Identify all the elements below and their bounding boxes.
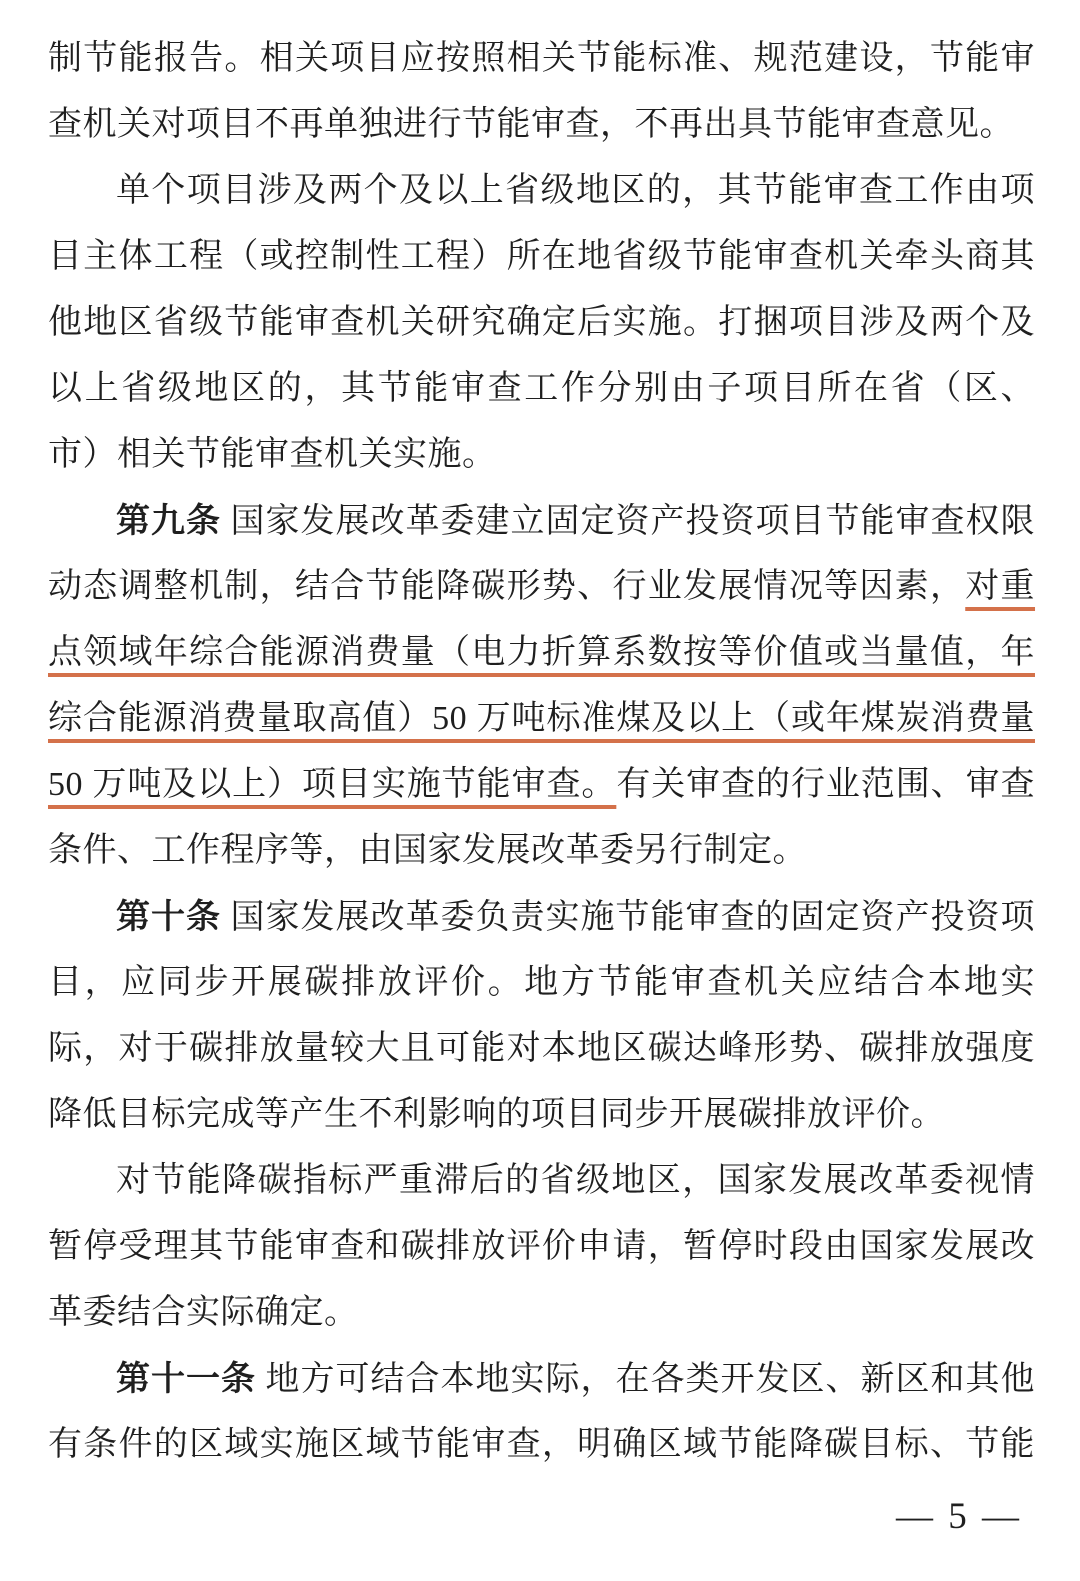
text-line [48, 818, 1035, 884]
text-segment [221, 503, 231, 540]
underlined-text: 综合能源消费量取高值）50 万吨标准煤及以上（或年煤炭消费量 [48, 700, 1035, 737]
text-line [48, 1148, 1035, 1214]
text-segment [221, 899, 231, 936]
text-line [48, 488, 1035, 554]
article-label: 第十条 [116, 898, 221, 936]
text-segment: 市）相关节能审查机关实施。 [48, 436, 497, 473]
text-line [48, 752, 1035, 818]
text-segment: 动态调整机制，结合节能降碳形势、行业发展情况等因素， [48, 568, 966, 605]
text-line [48, 1082, 1035, 1148]
text-segment: 革委结合实际确定。 [48, 1294, 359, 1331]
text-segment: 国家发展改革委建立固定资产投资项目节能审查权限 [230, 503, 1035, 540]
text-line [48, 422, 1035, 488]
text-line [48, 356, 1035, 422]
underlined-text: 50 万吨及以上）项目实施节能审查。 [48, 766, 617, 803]
text-segment: 目，应同步开展碳排放评价。地方节能审查机关应结合本地实 [48, 964, 1035, 1001]
text-line [48, 686, 1035, 752]
text-segment: 地方可结合本地实际，在各类开发区、新区和其他 [265, 1361, 1035, 1398]
text-segment: 有关审查的行业范围、审查 [616, 766, 1036, 803]
text-segment: 国家发展改革委负责实施节能审查的固定资产投资项 [230, 899, 1035, 936]
text-line [48, 1016, 1035, 1082]
page-number: — 5 — [896, 1496, 1022, 1537]
text-line [48, 92, 1035, 158]
text-segment: 他地区省级节能审查机关研究确定后实施。打捆项目涉及两个及 [48, 304, 1035, 341]
text-segment: 际，对于碳排放量较大且可能对本地区碳达峰形势、碳排放强度 [48, 1030, 1035, 1067]
underlined-text: 点领域年综合能源消费量（电力折算系数按等价值或当量值，年 [48, 634, 1035, 671]
text-segment: 暂停受理其节能审查和碳排放评价申请，暂停时段由国家发展改 [48, 1228, 1035, 1265]
text-line [48, 620, 1035, 686]
text-line [48, 1412, 1035, 1478]
article-label: 第九条 [116, 502, 221, 540]
text-line [48, 158, 1035, 224]
text-segment [256, 1361, 266, 1398]
text-segment: 有条件的区域实施区域节能审查，明确区域节能降碳目标、节能 [48, 1426, 1035, 1463]
text-line [48, 554, 1035, 620]
text-line [48, 26, 1035, 92]
text-segment: 降低目标完成等产生不利影响的项目同步开展碳排放评价。 [48, 1096, 945, 1133]
underlined-text: 对重 [965, 568, 1036, 605]
article-label: 第十一条 [116, 1360, 256, 1398]
text-line [48, 290, 1035, 356]
text-line [48, 884, 1035, 950]
text-line [48, 224, 1035, 290]
text-segment: 目主体工程（或控制性工程）所在地省级节能审查机关牵头商其 [48, 238, 1035, 275]
text-line [48, 1346, 1035, 1412]
text-line [48, 1214, 1035, 1280]
text-segment: 对节能降碳指标严重滞后的省级地区，国家发展改革委视情 [116, 1162, 1035, 1199]
text-segment: 查机关对项目不再单独进行节能审查，不再出具节能审查意见。 [48, 106, 1014, 143]
text-segment: 单个项目涉及两个及以上省级地区的，其节能审查工作由项 [116, 172, 1035, 209]
text-line [48, 1280, 1035, 1346]
text-segment: 制节能报告。相关项目应按照相关节能标准、规范建设，节能审 [48, 40, 1035, 77]
text-line [48, 950, 1035, 1016]
text-segment: 以上省级地区的，其节能审查工作分别由子项目所在省（区、 [48, 370, 1035, 407]
text-segment: 条件、工作程序等，由国家发展改革委另行制定。 [48, 832, 807, 869]
